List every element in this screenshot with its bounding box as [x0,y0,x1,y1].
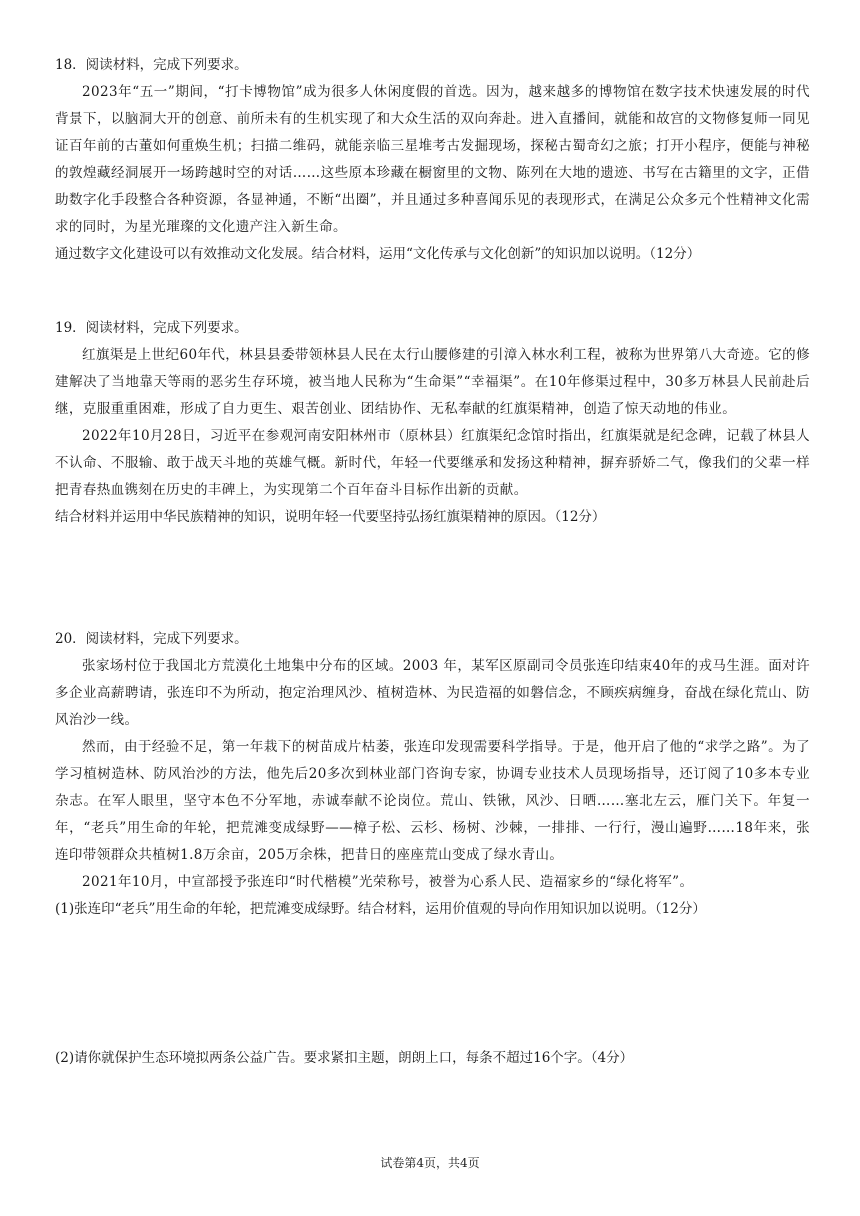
question-20-sub-question-1: (1)张连印“老兵”用生命的年轮，把荒滩变成绿野。结合材料，运用价值观的导向作用知识加以说明。（12分） [55,901,706,917]
question-18 [55,52,810,268]
question-20-heading: 20．阅读材料，完成下列要求。 [55,631,248,647]
question-18-material: 2023年“五一”期间，“打卡博物馆”成为很多人休闲度假的首选。因为，越来越多的博物馆在数字技术快速发展的时代背景下，以脑洞大开的创意、前所未有的生机实现了和大众生活的双向奔赴。进入直播间，就能和故宫的文物修复师一同见证百年前的古董如何重焕生机；扫描二维码，就能亲临三星堆考古发掘现场，探秘古蜀奇幻之旅；打开小程序，便能与神秘的敦煌藏经洞展开一场跨越时空的对话……这些原本珍藏在橱窗里的文物、陈列在大地的遗迹、书写在古籍里的文字，正借助数字化手段整合各种资源，各显神通，不断“出圈”，并且通过多种喜闻乐见的表现形式，在满足公众多元个性精神文化需求的同时，为星光璀璨的文化遗产注入新生命。 [55,84,810,235]
question-19-material-2: 2022年10月28日，习近平在参观河南安阳林州市（原林县）红旗渠纪念馆时指出，红旗渠就是纪念碑，记载了林县人不认命、不服输、敢于战天斗地的英雄气概。新时代，年轻一代要继承和发扬这种精神，摒弃骄娇二气，像我们的父辈一样把青春热血镌刻在历史的丰碑上，为实现第二个百年奋斗目标作出新的贡献。 [55,428,810,498]
question-20-material-2: 然而，由于经验不足，第一年栽下的树苗成片枯萎，张连印发现需要科学指导。于是，他开启了他的“求学之路”。为了学习植树造林、防风治沙的方法，他先后20多次到林业部门咨询专家，协调专业技术人员现场指导，还订阅了10多本专业杂志。在军人眼里，坚守本色不分军地，赤诚奉献不论岗位。荒山、铁锹，风沙、日晒……塞北左云，雁门关下。年复一年，“老兵”用生命的年轮，把荒滩变成绿野——樟子松、云杉、杨树、沙棘，一排排、一行行，漫山遍野……18年来，张连印带领群众共植树1.8万余亩，205万余株，把昔日的座座荒山变成了绿水青山。 [55,739,810,863]
question-19-heading: 19．阅读材料，完成下列要求。 [55,320,248,336]
question-19-material-1: 红旗渠是上世纪60年代，林县县委带领林县人民在太行山腰修建的引漳入林水利工程，被称为世界第八大奇迹。它的修建解决了当地靠天等雨的恶劣生存环境，被当地人民称为“生命渠”“幸福渠”。在10年修渠过程中，30多万林县人民前赴后继，克服重重困难，形成了自力更生、艰苦创业、团结协作、无私奉献的红旗渠精神，创造了惊天动地的伟业。 [55,347,810,417]
question-18-requirement: 通过数字文化建设可以有效推动文化发展。结合材料，运用“文化传承与文化创新”的知识加以说明。（12分） [55,246,701,262]
question-20-material-1: 张家场村位于我国北方荒漠化土地集中分布的区域。2003 年，某军区原副司令员张连印结束40年的戎马生涯。面对许多企业高薪聘请，张连印不为所动，抱定治理风沙、植树造林、为民造福的如磐信念，不顾疾病缠身，奋战在绿化荒山、防风治沙一线。 [55,658,810,728]
question-19 [55,315,810,531]
question-20-material-3: 2021年10月，中宣部授予张连印“时代楷模”光荣称号，被誉为心系人民、造福家乡的“绿化将军”。 [82,874,694,890]
question-20 [55,626,810,923]
page-footer: 试卷第4页，共4页 [380,1156,480,1170]
question-18-heading: 18．阅读材料，完成下列要求。 [55,57,248,73]
question-19-requirement: 结合材料并运用中华民族精神的知识，说明年轻一代要坚持弘扬红旗渠精神的原因。（12分） [55,509,606,525]
question-20-sub-question-2: (2)请你就保护生态环境拟两条公益广告。要求紧扣主题，朗朗上口，每条不超过16个字。（4分） [55,1050,634,1066]
